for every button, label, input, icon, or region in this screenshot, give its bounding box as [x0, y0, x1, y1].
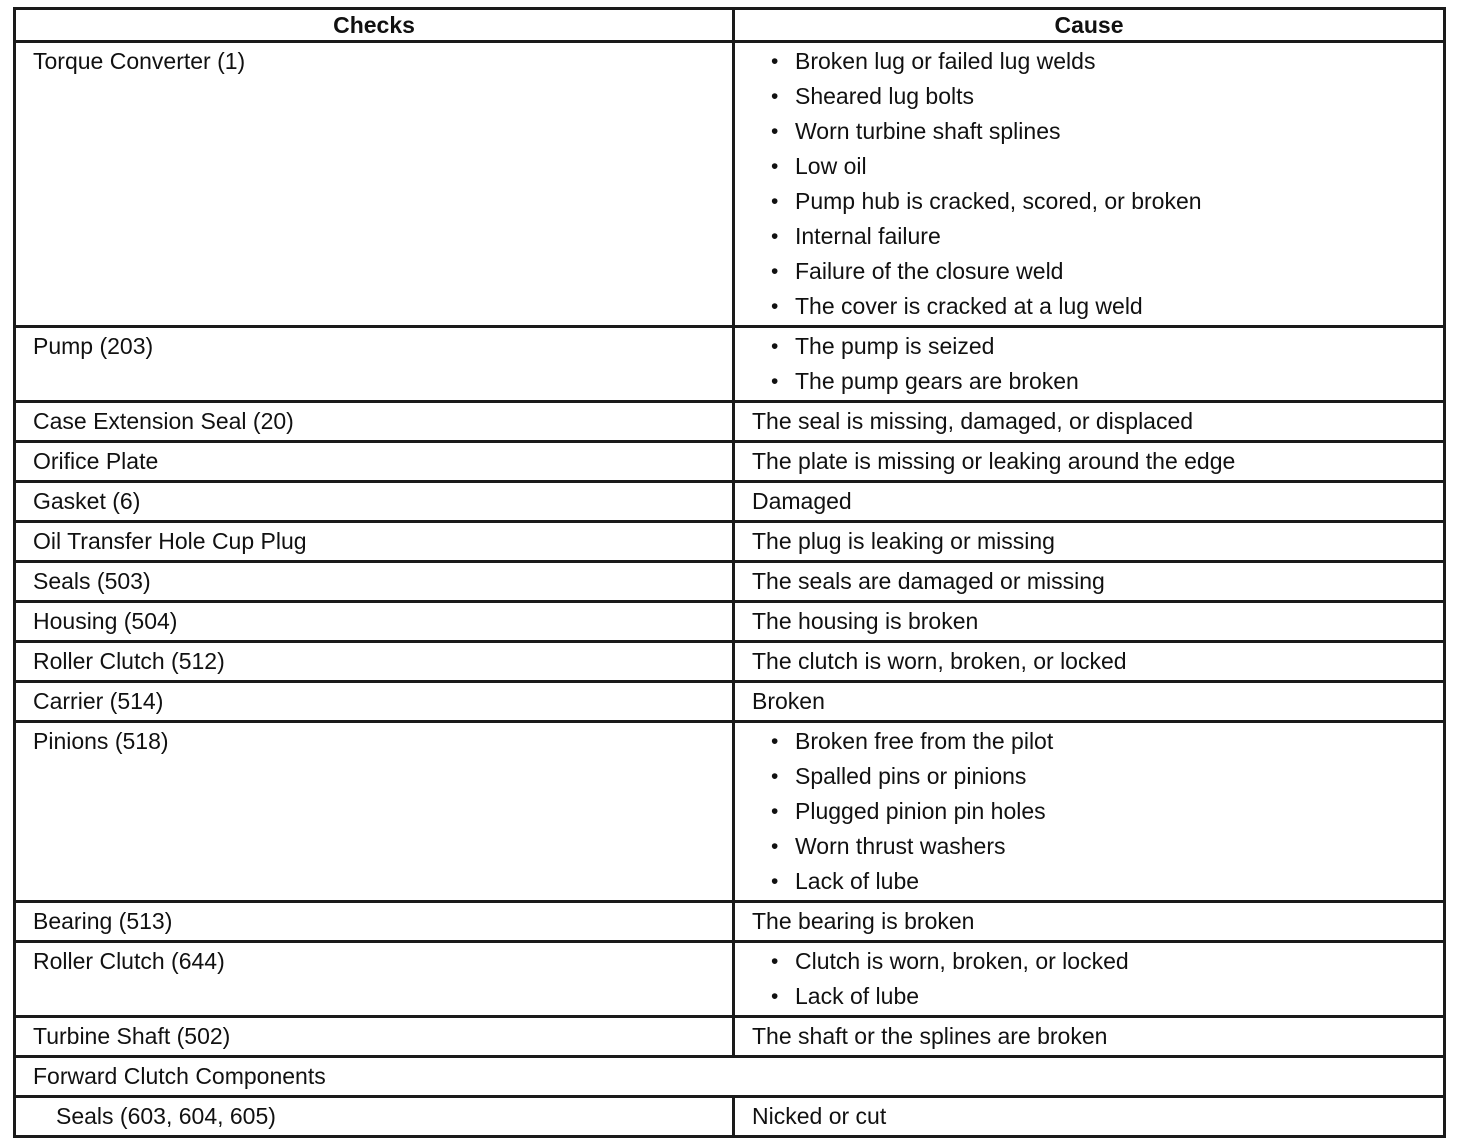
cause-cell — [734, 327, 1445, 402]
cause-cell: Nicked or cut — [734, 1097, 1445, 1137]
table-row — [15, 902, 1445, 942]
cause-list-item: • Worn turbine shaft splines — [771, 114, 1431, 149]
check-cell: Seals (503) — [15, 562, 734, 602]
table-row — [15, 1017, 1445, 1057]
cause-list-item: • The cover is cracked at a lug weld — [771, 289, 1431, 324]
cause-list-item: • Sheared lug bolts — [771, 79, 1431, 114]
cause-cell: The bearing is broken — [734, 902, 1445, 942]
table-row — [15, 402, 1445, 442]
check-cell: Case Extension Seal (20) — [15, 402, 734, 442]
table-header-row — [15, 9, 1445, 42]
cause-list-item: • Low oil — [771, 149, 1431, 184]
table-row — [15, 722, 1445, 902]
cause-list-item: • Pump hub is cracked, scored, or broken — [771, 184, 1431, 219]
cause-list-item: • Lack of lube — [771, 864, 1431, 899]
check-cell: Bearing (513) — [15, 902, 734, 942]
cause-list-item: • The pump is seized — [771, 329, 1431, 364]
check-cell: Seals (603, 604, 605) — [15, 1097, 734, 1137]
cause-column-header: Cause — [734, 9, 1445, 42]
diagnosis-document — [13, 7, 1443, 1138]
table-row — [15, 442, 1445, 482]
table-row — [15, 522, 1445, 562]
check-cell: Pump (203) — [15, 327, 734, 402]
check-cell: Pinions (518) — [15, 722, 734, 902]
cause-list-item: • Spalled pins or pinions — [771, 759, 1431, 794]
cause-list — [771, 944, 1431, 1014]
table-row — [15, 642, 1445, 682]
check-cell: Torque Converter (1) — [15, 42, 734, 327]
section-row — [15, 1057, 1445, 1097]
check-cell: Oil Transfer Hole Cup Plug — [15, 522, 734, 562]
cause-list-item: • Broken lug or failed lug welds — [771, 44, 1431, 79]
check-cell: Roller Clutch (512) — [15, 642, 734, 682]
cause-list-item: • Clutch is worn, broken, or locked — [771, 944, 1431, 979]
table-row — [15, 42, 1445, 327]
check-cell: Gasket (6) — [15, 482, 734, 522]
cause-cell: Damaged — [734, 482, 1445, 522]
cause-cell: The plate is missing or leaking around the edge — [734, 442, 1445, 482]
table-row — [15, 562, 1445, 602]
check-cell: Housing (504) — [15, 602, 734, 642]
cause-cell — [734, 42, 1445, 327]
table-row — [15, 482, 1445, 522]
cause-list-item: • Broken free from the pilot — [771, 724, 1431, 759]
table-body — [15, 42, 1445, 1137]
table-row — [15, 942, 1445, 1017]
cause-list-item: • Worn thrust washers — [771, 829, 1431, 864]
cause-cell: Broken — [734, 682, 1445, 722]
cause-cell: The clutch is worn, broken, or locked — [734, 642, 1445, 682]
cause-cell: The housing is broken — [734, 602, 1445, 642]
cause-list-item: • Failure of the closure weld — [771, 254, 1431, 289]
cause-list-item: • Plugged pinion pin holes — [771, 794, 1431, 829]
cause-cell: The shaft or the splines are broken — [734, 1017, 1445, 1057]
table-row — [15, 682, 1445, 722]
section-heading: Forward Clutch Components — [15, 1057, 1445, 1097]
cause-list — [771, 329, 1431, 399]
cause-list-item: • Internal failure — [771, 219, 1431, 254]
check-cell: Carrier (514) — [15, 682, 734, 722]
cause-list — [771, 724, 1431, 899]
cause-cell — [734, 942, 1445, 1017]
check-cell: Turbine Shaft (502) — [15, 1017, 734, 1057]
check-cell: Orifice Plate — [15, 442, 734, 482]
cause-cell: The seals are damaged or missing — [734, 562, 1445, 602]
check-cell: Roller Clutch (644) — [15, 942, 734, 1017]
cause-cell — [734, 722, 1445, 902]
table-row — [15, 1097, 1445, 1137]
cause-cell: The seal is missing, damaged, or displaced — [734, 402, 1445, 442]
checks-cause-table — [13, 7, 1446, 1138]
cause-list-item: • Lack of lube — [771, 979, 1431, 1014]
checks-column-header: Checks — [15, 9, 734, 42]
cause-cell: The plug is leaking or missing — [734, 522, 1445, 562]
table-row — [15, 327, 1445, 402]
table-row — [15, 602, 1445, 642]
cause-list — [771, 44, 1431, 324]
cause-list-item: • The pump gears are broken — [771, 364, 1431, 399]
